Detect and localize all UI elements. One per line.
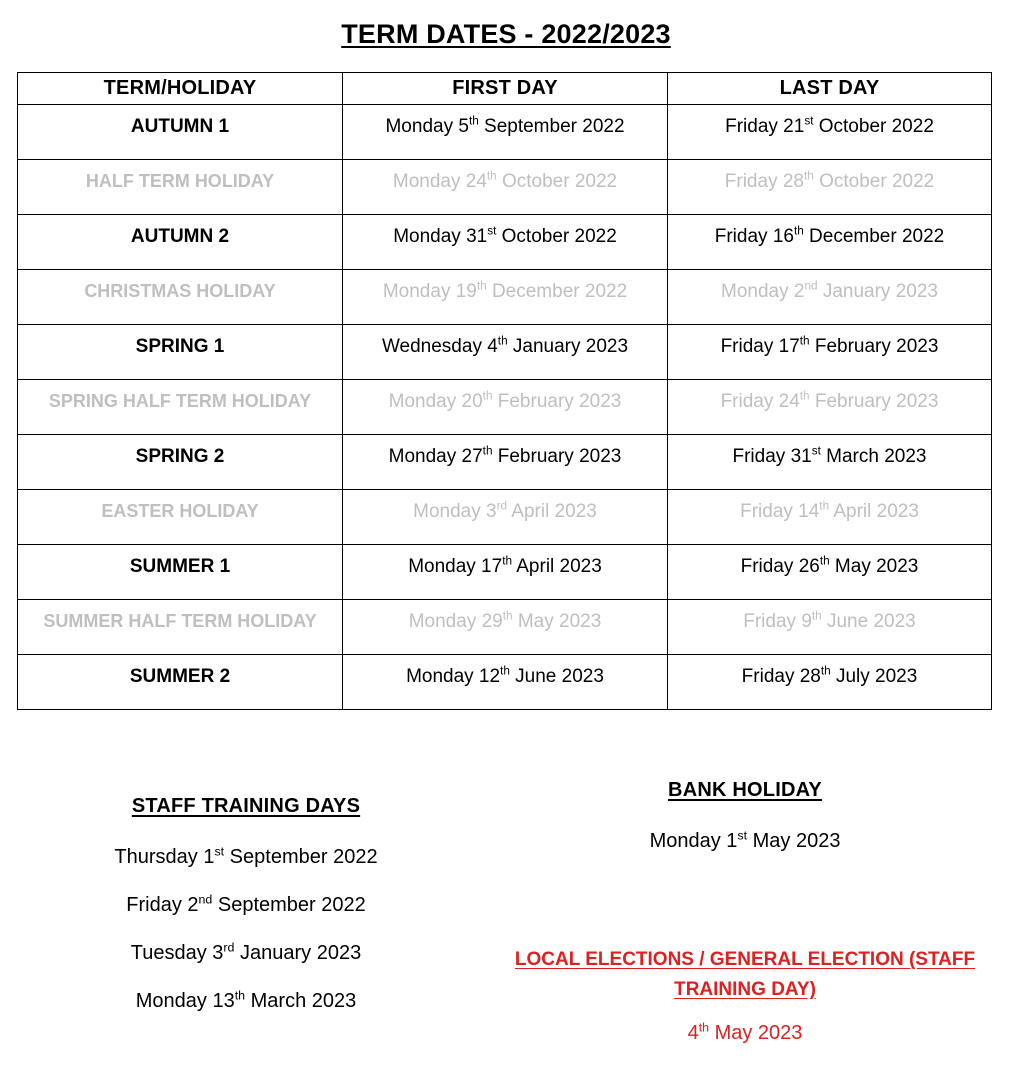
cell-first-day: Wednesday 4th January 2023 (343, 325, 668, 380)
cell-first-day: Monday 20th February 2023 (343, 380, 668, 435)
staff-training-day: Tuesday 3rd January 2023 (130, 940, 362, 964)
staff-training-day: Friday 2nd September 2022 (126, 892, 366, 916)
cell-last-day: Friday 28th October 2022 (668, 160, 992, 215)
bank-holiday-list (500, 830, 990, 853)
table-header (18, 73, 992, 105)
cell-first-day: Monday 19th December 2022 (343, 270, 668, 325)
staff-training-section (30, 795, 462, 1038)
election-heading (500, 945, 990, 1005)
cell-term-holiday: SUMMER 1 (18, 545, 343, 600)
cell-last-day: Monday 2nd January 2023 (668, 270, 992, 325)
bank-holiday-heading-text: BANK HOLIDAY (668, 779, 822, 801)
table-row (18, 545, 992, 600)
cell-term-holiday: AUTUMN 2 (18, 215, 343, 270)
cell-last-day: Friday 9th June 2023 (668, 600, 992, 655)
term-dates-table (17, 72, 992, 710)
table-row (18, 215, 992, 270)
bank-holiday-day: Monday 1st May 2023 (649, 828, 841, 852)
election-date: 4th May 2023 (687, 1020, 803, 1044)
table-row (18, 655, 992, 710)
cell-last-day: Friday 26th May 2023 (668, 545, 992, 600)
cell-first-day: Monday 17th April 2023 (343, 545, 668, 600)
table-row (18, 490, 992, 545)
cell-last-day: Friday 21st October 2022 (668, 105, 992, 160)
cell-first-day: Monday 29th May 2023 (343, 600, 668, 655)
table-body (18, 105, 992, 710)
column-header-last-day: LAST DAY (668, 73, 992, 105)
page-title (0, 17, 1012, 51)
staff-training-heading (30, 795, 462, 818)
cell-last-day: Friday 14th April 2023 (668, 490, 992, 545)
table-row (18, 105, 992, 160)
bottom-sections (0, 735, 1012, 1082)
column-header-term-holiday: TERM/HOLIDAY (18, 73, 343, 105)
cell-first-day: Monday 5th September 2022 (343, 105, 668, 160)
staff-training-list (30, 846, 462, 1013)
cell-last-day: Friday 24th February 2023 (668, 380, 992, 435)
cell-last-day: Friday 31st March 2023 (668, 435, 992, 490)
table-row (18, 600, 992, 655)
cell-first-day: Monday 12th June 2023 (343, 655, 668, 710)
cell-term-holiday: SPRING HALF TERM HOLIDAY (18, 380, 343, 435)
staff-training-heading-text: STAFF TRAINING DAYS (131, 795, 361, 817)
staff-training-day: Monday 13th March 2023 (135, 988, 357, 1012)
cell-first-day: Monday 27th February 2023 (343, 435, 668, 490)
bank-holiday-section (500, 779, 990, 1045)
cell-first-day: Monday 3rd April 2023 (343, 490, 668, 545)
bank-holiday-heading (500, 779, 990, 802)
table-row (18, 325, 992, 380)
cell-term-holiday: SUMMER 2 (18, 655, 343, 710)
election-section (500, 945, 990, 1045)
page-title-text: TERM DATES - 2022/2023 (341, 19, 671, 49)
staff-training-day: Thursday 1st September 2022 (114, 844, 378, 868)
cell-term-holiday: SPRING 1 (18, 325, 343, 380)
cell-term-holiday: SPRING 2 (18, 435, 343, 490)
election-heading-text: LOCAL ELECTIONS / GENERAL ELECTION (STAFF TRAINING DAY) (514, 949, 976, 1000)
cell-first-day: Monday 24th October 2022 (343, 160, 668, 215)
table-row (18, 380, 992, 435)
table-row (18, 160, 992, 215)
cell-term-holiday: CHRISTMAS HOLIDAY (18, 270, 343, 325)
table-row (18, 435, 992, 490)
cell-term-holiday: SUMMER HALF TERM HOLIDAY (18, 600, 343, 655)
cell-first-day: Monday 31st October 2022 (343, 215, 668, 270)
column-header-first-day: FIRST DAY (343, 73, 668, 105)
cell-term-holiday: AUTUMN 1 (18, 105, 343, 160)
table-header-row (18, 73, 992, 105)
cell-last-day: Friday 17th February 2023 (668, 325, 992, 380)
cell-last-day: Friday 28th July 2023 (668, 655, 992, 710)
cell-term-holiday: HALF TERM HOLIDAY (18, 160, 343, 215)
cell-last-day: Friday 16th December 2022 (668, 215, 992, 270)
table-row (18, 270, 992, 325)
cell-term-holiday: EASTER HOLIDAY (18, 490, 343, 545)
